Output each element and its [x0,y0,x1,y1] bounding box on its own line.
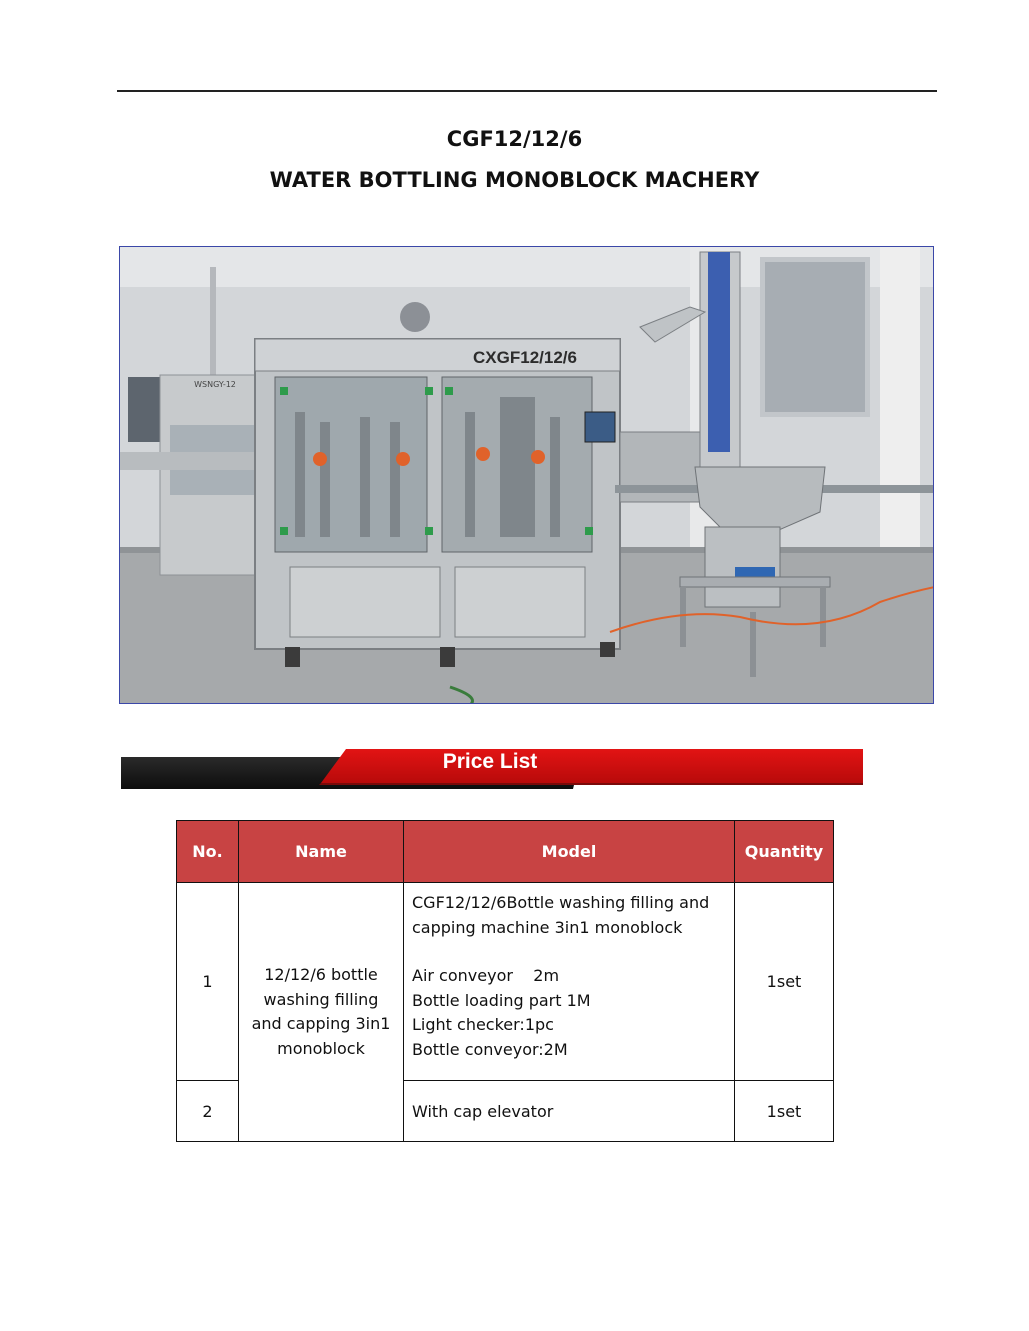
background-machine-label: WSNGY-12 [194,380,236,389]
model-line: CGF12/12/6Bottle washing filling and [412,893,710,912]
row-number: 1 [177,883,239,1081]
column-header-model: Model [404,821,735,883]
price-table [176,820,834,1142]
model-line: capping machine 3in1 monoblock [412,917,683,937]
model-spacer [412,940,726,964]
header-rule [117,90,937,92]
table-header-row [177,821,834,883]
machine-panel-label: CXGF12/12/6 [473,348,577,367]
item-quantity: 1set [735,883,834,1081]
column-header-quantity: Quantity [735,821,834,883]
model-line: Bottle conveyor:2M [412,1039,568,1059]
model-code-title: CGF12/12/6 [446,127,583,151]
table-row [177,883,834,1081]
model-line: Bottle loading part 1M [412,990,591,1010]
item-model [404,883,735,1081]
column-header-name: Name [239,821,404,883]
machine-photo [119,246,934,704]
column-header-no: No. [177,821,239,883]
item-quantity: 1set [735,1081,834,1142]
model-line: Light checker:1pc [412,1015,554,1034]
model-line: Air conveyor 2m [412,966,560,985]
item-model: With cap elevator [404,1081,735,1142]
price-list-title: Price List [442,750,538,773]
document-title: WATER BOTTLING MONOBLOCK MACHERY [269,168,760,192]
item-name: 12/12/6 bottle washing filling and capping 3in1 monoblock [239,883,404,1142]
row-number: 2 [177,1081,239,1142]
